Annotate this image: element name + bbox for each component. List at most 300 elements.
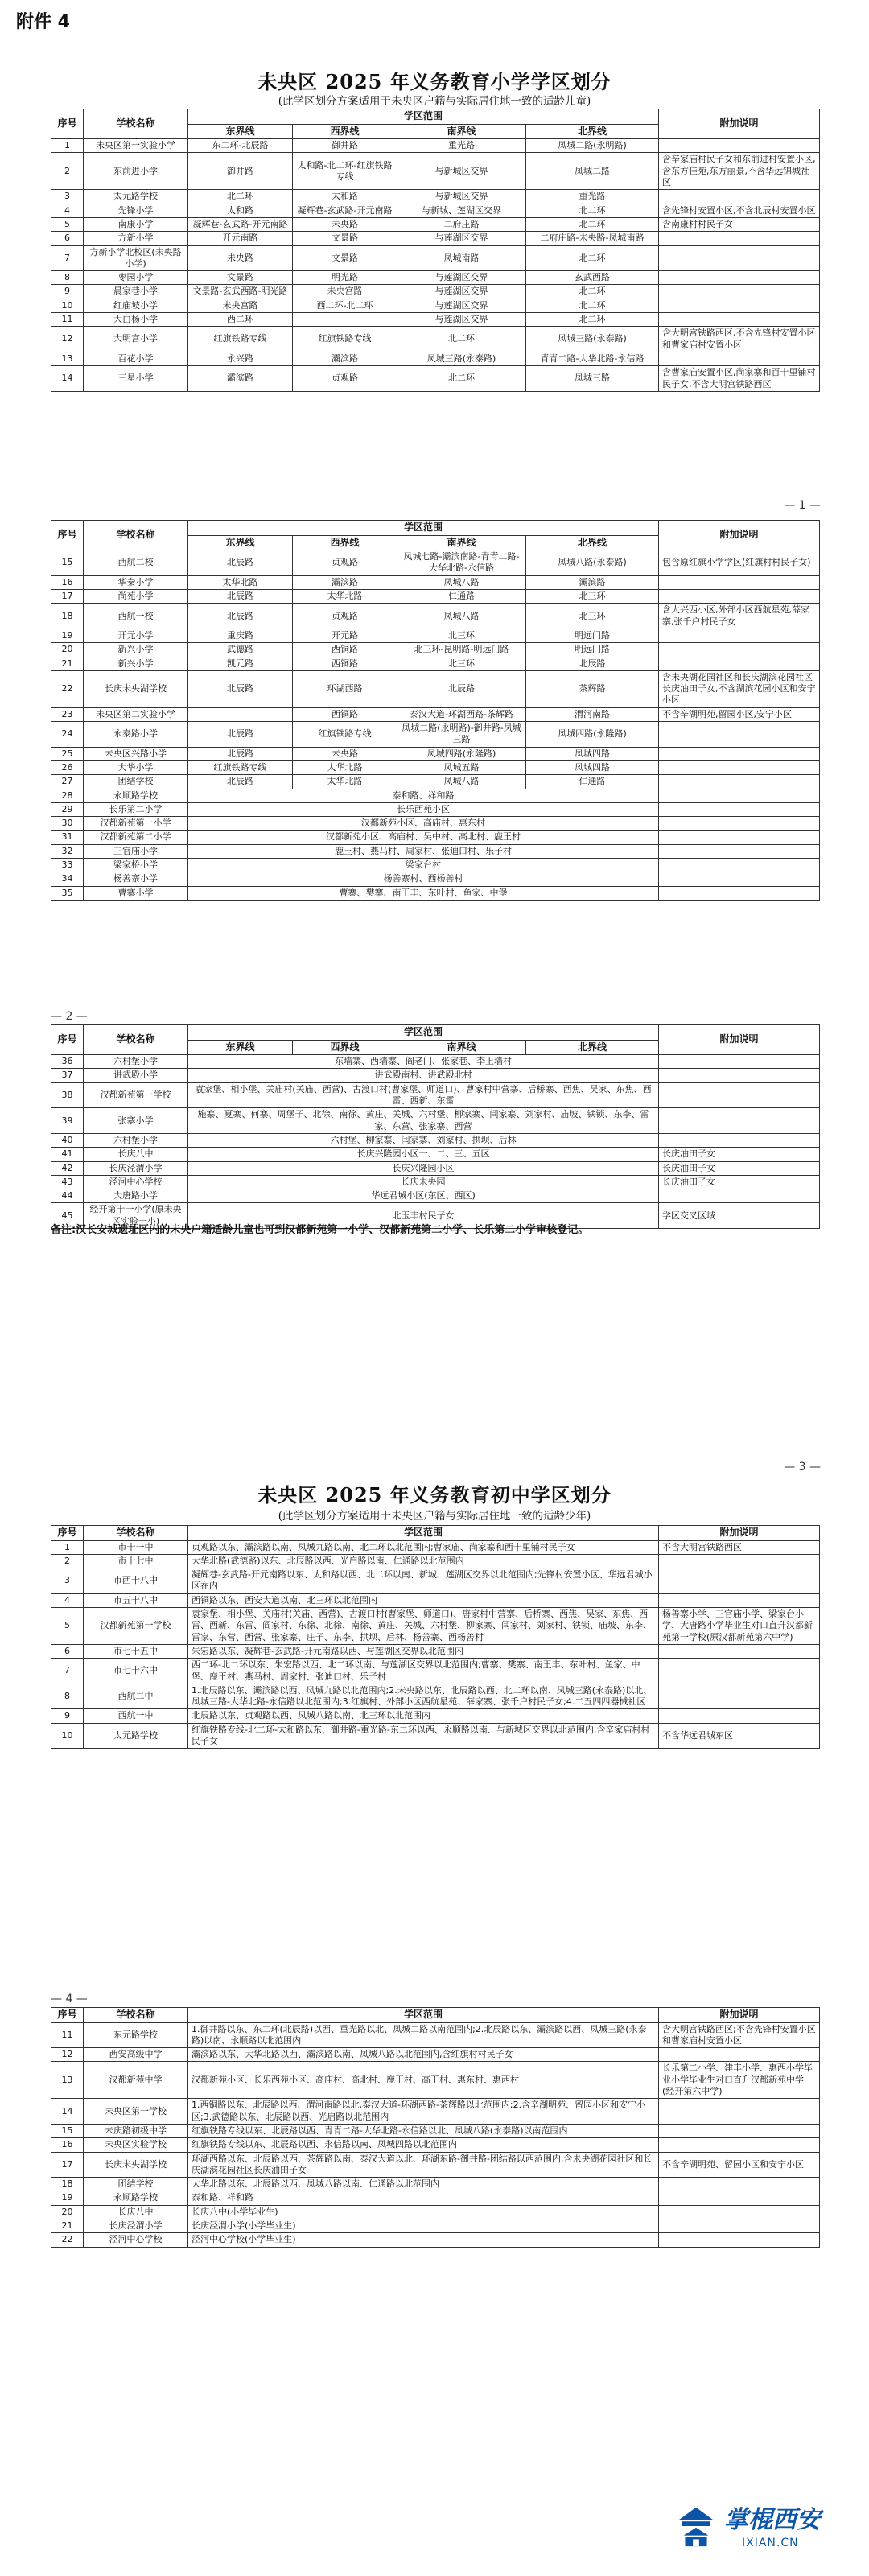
school-name: 市七十五中 [84,1644,188,1658]
additional-note [659,2178,820,2191]
east-boundary: 重庆路 [188,629,293,642]
additional-note [659,760,820,774]
table-row [51,789,820,802]
school-name: 长庆泾渭小学 [84,1161,188,1175]
school-name: 张寨小学 [84,1108,188,1134]
table-row [51,1659,820,1684]
north-boundary: 凤城三路(永泰路) [526,327,659,352]
south-boundary: 重光路 [397,139,526,153]
row-number: 10 [51,299,84,312]
header-note: 附加说明 [659,1025,820,1055]
table-row [51,204,820,217]
header-no: 序号 [51,521,84,550]
west-boundary: 御井路 [293,139,397,153]
zone-range: 曹寨、樊寨、南王丰、东叶村、鱼家、中堡 [188,886,659,900]
south-boundary: 与莲湖区交界 [397,271,526,285]
south-boundary: 与莲湖区交界 [397,232,526,245]
additional-note [659,802,820,816]
row-number: 16 [51,575,84,589]
table-row [51,670,820,707]
east-boundary: 文景路-玄武西路-明光路 [188,285,293,299]
row-number: 21 [51,657,84,670]
school-name: 六村堡小学 [84,1133,188,1147]
school-name: 曹寨小学 [84,886,188,900]
west-boundary: 贞观路 [293,366,397,392]
header-school: 学校名称 [84,109,188,139]
school-name: 西航二校 [84,550,188,576]
table-row [51,2191,820,2205]
header-range: 学区范围 [188,1025,659,1041]
school-name: 太元路学校 [84,1723,188,1749]
row-number: 16 [51,2138,84,2152]
school-name: 长庆八中 [84,1148,188,1161]
row-number: 38 [51,1082,84,1108]
additional-note [659,775,820,789]
row-number: 13 [51,2062,84,2099]
school-name: 方新小学 [84,232,188,245]
table-row [51,575,820,589]
south-boundary: 北辰路 [397,670,526,707]
zone-range: 泰和路、祥和路 [188,2191,659,2205]
table-row [51,643,820,657]
additional-note [659,352,820,365]
school-name: 大华小学 [84,760,188,774]
row-number: 19 [51,2191,84,2205]
south-boundary: 北三环 [397,629,526,642]
header-school: 学校名称 [84,1025,188,1055]
west-boundary: 太华北路 [293,590,397,604]
additional-note [659,859,820,872]
row-number: 4 [51,204,84,217]
zone-range: 朱宏路以东、凝辉巷-玄武路-开元南路以西、与莲湖区交界以北范围内 [188,1644,659,1658]
school-name: 三星小学 [84,366,188,392]
north-boundary: 北二环 [526,204,659,217]
school-name: 市十一中 [84,1540,188,1554]
school-name: 未央区兴路小学 [84,747,188,760]
north-boundary: 凤城二路(永明路) [526,139,659,153]
row-number: 26 [51,760,84,774]
school-name: 三官庙小学 [84,844,188,858]
table-row [51,629,820,642]
watermark-logo [673,2496,858,2559]
table-row [51,844,820,858]
table-row [51,2124,820,2137]
north-boundary: 玄武西路 [526,271,659,285]
zone-range: 长庆泾渭小学(小学毕业生) [188,2219,659,2233]
additional-note: 长庆油田子女 [659,1175,820,1189]
zone-range: 北玉丰村民子女 [188,1203,659,1229]
table-row [51,2062,820,2099]
table-row [51,872,820,886]
row-number: 14 [51,2099,84,2125]
row-number: 8 [51,1684,84,1709]
north-boundary: 北辰路 [526,657,659,670]
north-boundary: 北三环 [526,590,659,604]
table-row [51,886,820,900]
school-name: 红庙坡小学 [84,299,188,312]
additional-note [659,245,820,271]
additional-note [659,831,820,844]
north-boundary: 北二环 [526,245,659,271]
school-name: 讲武殿小学 [84,1069,188,1082]
additional-note: 含曹家庙安置小区,尚家寨和百十里铺村民子女,不含大明宫铁路西区 [659,366,820,392]
table-row [51,2219,820,2233]
header-note: 附加说明 [659,109,820,139]
north-boundary: 北二环 [526,285,659,299]
table-row [51,2048,820,2062]
row-number: 9 [51,285,84,299]
row-number: 18 [51,604,84,629]
additional-note [659,1684,820,1709]
additional-note [659,886,820,900]
school-name: 团结学校 [84,775,188,789]
row-number: 33 [51,859,84,872]
additional-note [659,1189,820,1203]
school-name: 百花小学 [84,352,188,365]
west-boundary: 明光路 [293,271,397,285]
additional-note [659,643,820,657]
zone-range: 红旗铁路专线以东、北辰路以西、永信路以南、凤城四路以北范围内 [188,2138,659,2152]
row-number: 10 [51,1723,84,1749]
additional-note [659,2219,820,2233]
row-number: 8 [51,271,84,285]
zone-range: 长庆兴隆园小区一、二、三、五区 [188,1148,659,1161]
school-name: 华秦小学 [84,575,188,589]
row-number: 5 [51,1608,84,1645]
row-number: 20 [51,643,84,657]
south-boundary: 北三环 [397,657,526,670]
additional-note [659,2138,820,2152]
row-number: 13 [51,352,84,365]
table-row [51,366,820,392]
north-boundary: 北二环 [526,299,659,312]
school-name: 西航一校 [84,604,188,629]
school-name: 汉都新苑第一学校 [84,1608,188,1645]
row-number: 17 [51,590,84,604]
row-number: 21 [51,2219,84,2233]
east-boundary: 灞滨路 [188,366,293,392]
table-row [51,1189,820,1203]
south-boundary: 北三环-昆明路-明远门路 [397,643,526,657]
west-boundary: 西铜路 [293,657,397,670]
south-boundary: 仁通路 [397,590,526,604]
zone-range: 凝辉巷-玄武路-开元南路以东、太和路以西、北二环以南、新城、莲湖区交界以北范围内;先锋村安置小区、华远君城小区在内 [188,1568,659,1594]
table-row [51,1554,820,1568]
school-name: 市西十八中 [84,1568,188,1594]
header-note: 附加说明 [659,2008,820,2023]
school-name: 开元小学 [84,629,188,642]
table-row [51,2099,820,2125]
additional-note [659,657,820,670]
row-number: 27 [51,775,84,789]
zone-range: 泰和路、祥和路 [188,789,659,802]
table-row [51,760,820,774]
additional-note: 长乐第二小学、建丰小学、惠西小学毕业小学毕业生对口直升汉都新苑中学(经开第六中学) [659,2062,820,2099]
header-north: 北界线 [526,535,659,550]
additional-note: 含南康村村民子女 [659,217,820,231]
additional-note [659,190,820,204]
additional-note: 含大明宫铁路西区,不含先锋村安置小区和曹家庙村安置小区 [659,327,820,352]
table-row [51,859,820,872]
west-boundary: 红旗铁路专线 [293,722,397,748]
east-boundary: 北辰路 [188,590,293,604]
zone-range: 六村堡、柳家寨、闫家寨、刘家村、拱坝、后林 [188,1133,659,1147]
middle-table-page4 [51,2007,820,2248]
additional-note [659,2205,820,2219]
header-no: 序号 [51,2008,84,2023]
header-no: 序号 [51,1025,84,1055]
school-name: 汉都新苑第一小学 [84,817,188,831]
north-boundary: 重光路 [526,190,659,204]
zone-range: 西铜路以东、西安大道以南、北三环以北范围内 [188,1593,659,1607]
west-boundary: 红旗铁路专线 [293,327,397,352]
south-boundary: 凤城三路(永泰路) [397,352,526,365]
table-row [51,1055,820,1069]
school-name: 经开第十一小学(原未央区实验一小) [84,1203,188,1229]
table-row [51,139,820,153]
additional-note [659,139,820,153]
watermark-url: IXIAN.CN [742,2537,799,2549]
additional-note: 含大明宫铁路西区;不含先锋村安置小区和曹家庙村安置小区 [659,2022,820,2048]
north-boundary: 北三环 [526,604,659,629]
header-north: 北界线 [526,124,659,139]
header-east: 东界线 [188,1040,293,1055]
row-number: 15 [51,2124,84,2137]
east-boundary: 开元南路 [188,232,293,245]
west-boundary: 灞滨路 [293,352,397,365]
south-boundary: 凤城二路(永明路)-御井路-凤城三路 [397,722,526,748]
west-boundary: 太华北路 [293,760,397,774]
header-school: 学校名称 [84,2008,188,2023]
row-number: 31 [51,831,84,844]
row-number: 3 [51,190,84,204]
east-boundary: 东二环-北辰路 [188,139,293,153]
east-boundary: 北辰路 [188,550,293,576]
row-number: 6 [51,1644,84,1658]
additional-note [659,817,820,831]
zone-range: 大华北路以东、北辰路以西、凤城八路以南、仁通路以北范围内 [188,2178,659,2191]
table-row [51,831,820,844]
table-row [51,2152,820,2178]
row-number: 24 [51,722,84,748]
zone-range: 汉都新苑小区、高庙村、惠东村 [188,817,659,831]
west-boundary: 环湖西路 [293,670,397,707]
row-number: 5 [51,217,84,231]
table-row [51,327,820,352]
zone-range: 环湖西路以东、北辰路以西、茶辉路以南、泰汉大道以北、环湖东路-御井路-团结路以西范围内,含未央湖花园社区和长庆湖滨花园社区长庆油田子女 [188,2152,659,2178]
additional-note: 不含辛湖明苑、留园小区和安宁小区 [659,2152,820,2178]
school-name: 未央区实验学校 [84,2138,188,2152]
row-number: 14 [51,366,84,392]
additional-note [659,1069,820,1082]
north-boundary: 明远门路 [526,629,659,642]
school-name: 西安高级中学 [84,2048,188,2062]
zone-range: 灞滨路以东、大华北路以西、灞滨路以南、凤城八路以北范围内,含红旗村村民子女 [188,2048,659,2062]
zone-range: 1.西铜路以东、北辰路以西、渭河南路以北,泰汉大道-环湖西路-茶辉路以北范围内;2.含辛湖明苑、留园小区和安宁小区;3.武德路以东、北辰路以西、光启路以北范围内 [188,2099,659,2125]
row-number: 23 [51,707,84,721]
north-boundary: 凤城四路(永隆路) [526,722,659,748]
north-boundary: 渭河南路 [526,707,659,721]
page-number-1: — 1 — [784,499,821,512]
east-boundary: 太华北路 [188,575,293,589]
header-south: 南界线 [397,1040,526,1055]
north-boundary: 二府庄路-未央路-凤城南路 [526,232,659,245]
table-row [51,2205,820,2219]
west-boundary: 未央宫路 [293,285,397,299]
additional-note: 不含大明宫铁路西区 [659,1540,820,1554]
row-number: 29 [51,802,84,816]
header-range: 学区范围 [188,109,659,125]
additional-note: 含大兴西小区,外部小区西航星苑,薛家寨,张千户村民子女 [659,604,820,629]
row-number: 39 [51,1108,84,1134]
school-name: 团结学校 [84,2178,188,2191]
additional-note [659,747,820,760]
table-row [51,313,820,327]
additional-note [659,590,820,604]
table-row [51,190,820,204]
west-boundary: 西二环-北二环 [293,299,397,312]
header-no: 序号 [51,109,84,139]
east-boundary: 北辰路 [188,670,293,707]
additional-note: 不含辛湖明苑,留园小区,安宁小区 [659,707,820,721]
additional-note [659,285,820,299]
school-name: 未央区第一学校 [84,2099,188,2125]
north-boundary: 凤城二路 [526,153,659,190]
table-row [51,657,820,670]
school-name: 永顺路学校 [84,2191,188,2205]
school-name: 长庆八中 [84,2205,188,2219]
zone-range: 长乐西苑小区 [188,802,659,816]
zone-range: 红旗铁路专线以东、北辰路以西、青青二路-大华北路-永信路以北、凤城八路(永泰路)以南范围内 [188,2124,659,2137]
row-number: 11 [51,313,84,327]
primary-table-page3 [51,1024,820,1229]
east-boundary: 文景路 [188,271,293,285]
west-boundary: 西铜路 [293,643,397,657]
east-boundary: 红旗铁路专线 [188,327,293,352]
south-boundary: 凤城南路 [397,245,526,271]
watermark-brand: 掌棍西安 [724,2506,821,2534]
zone-range: 华远君城小区(东区、西区) [188,1189,659,1203]
west-boundary: 贞观路 [293,604,397,629]
additional-note [659,1659,820,1684]
row-number: 22 [51,2233,84,2247]
additional-note [659,1082,820,1108]
school-name: 新兴小学 [84,643,188,657]
header-south: 南界线 [397,535,526,550]
school-name: 晨家巷小学 [84,285,188,299]
header-west: 西界线 [293,1040,397,1055]
west-boundary: 凝辉巷-玄武路-开元南路 [293,204,397,217]
zone-range: 西二环-北二环以东、朱宏路以西、北二环以南、与莲湖区交界以北范围内;曹寨、樊寨、南王丰、东叶村、鱼家、中堡、鹿王村、燕马村、周家村、张迪口村、乐子村 [188,1659,659,1684]
additional-note: 学区交叉区域 [659,1203,820,1229]
school-name: 西航二中 [84,1684,188,1709]
row-number: 20 [51,2205,84,2219]
row-number: 11 [51,2022,84,2048]
school-name: 梁家桥小学 [84,859,188,872]
table-row [51,707,820,721]
additional-note [659,232,820,245]
header-east: 东界线 [188,535,293,550]
school-name: 泾河中心学校 [84,2233,188,2247]
east-boundary: 未央路 [188,245,293,271]
east-boundary: 太和路 [188,204,293,217]
east-boundary: 永兴路 [188,352,293,365]
zone-range: 袁家堡、相小堡、关庙村(关庙、西营)、古渡口村(曹家堡、师道口)、曹家村中营寨、后桥寨、西焦、吴家、东焦、西雷、西新、东雷 [188,1082,659,1108]
middle-title: 未央区 2025 年义务教育初中学区划分 [257,1483,612,1506]
header-north: 北界线 [526,1040,659,1055]
header-school: 学校名称 [84,521,188,550]
zone-range: 袁家堡、相小堡、关庙村(关庙、西营)、古渡口村(曹家堡、师道口)、唐家村中营寨、后桥寨、西焦、吴家、东焦、西雷、西新、东雷、阎家村、东徐、北徐、南徐、黄庄、关城、六村堡、柳家寨、闫家村、刘家村、铁锁、庙坡、东李、雷家、东营、西营、张家寨、庄子、东李、拱坝、后林、杨善寨、西杨善村 [188,1608,659,1645]
zone-range: 红旗铁路专线-北二环-太和路以东、御井路-重光路-东二环以西、永顺路以南、与新城区交界以北范围内,含辛家庙村村民子女 [188,1723,659,1749]
table-row [51,2138,820,2152]
west-boundary: 未央路 [293,747,397,760]
additional-note: 杨善寨小学、三官庙小学、梁家台小学、大唐路小学毕业生对口直升汉都新苑第一学校(原汉都新苑第六中学) [659,1608,820,1645]
table-row [51,2178,820,2191]
row-number: 42 [51,1161,84,1175]
school-name: 市七十六中 [84,1659,188,1684]
table-row [51,1133,820,1147]
east-boundary: 武德路 [188,643,293,657]
south-boundary: 凤城五路 [397,760,526,774]
school-name: 杨善寨小学 [84,872,188,886]
row-number: 7 [51,1659,84,1684]
additional-note [659,2124,820,2137]
school-name: 西航一中 [84,1709,188,1723]
school-name: 六村堡小学 [84,1055,188,1069]
table-row [51,1593,820,1607]
table-row [51,550,820,576]
additional-note [659,2233,820,2247]
additional-note [659,872,820,886]
table-row [51,232,820,245]
table-row [51,817,820,831]
row-number: 12 [51,327,84,352]
south-boundary: 凤城八路 [397,604,526,629]
zone-range: 大华北路(武德路)以东、北辰路以西、光启路以南、仁通路以北范围内 [188,1554,659,1568]
west-boundary: 文景路 [293,245,397,271]
header-no: 序号 [51,1526,84,1541]
table-row [51,245,820,271]
school-name: 尚苑小学 [84,590,188,604]
school-name: 大白杨小学 [84,313,188,327]
table-row [51,1684,820,1709]
east-boundary: 西二环 [188,313,293,327]
south-boundary: 凤城七路-灞滨南路-青青二路-大华北路-永信路 [397,550,526,576]
table-row [51,1568,820,1594]
table-row [51,590,820,604]
east-boundary: 北辰路 [188,747,293,760]
west-boundary: 太华北路 [293,775,397,789]
north-boundary: 灞滨路 [526,575,659,589]
header-school: 学校名称 [84,1526,188,1541]
west-boundary: 文景路 [293,232,397,245]
header-note: 附加说明 [659,1526,820,1541]
table-row [51,1644,820,1658]
additional-note: 含未央湖花园社区和长庆湖滨花园社区长庆油田子女,不含湖滨花园小区和安宁小区 [659,670,820,707]
north-boundary: 北二环 [526,313,659,327]
zone-range: 汉都新苑小区、长乐西苑小区、高庙村、高北村、鹿王村、高王村、惠东村、惠西村 [188,2062,659,2099]
primary-table-page2 [51,520,820,901]
zone-range: 长庆八中(小学毕业生) [188,2205,659,2219]
zone-range: 汉都新苑小区、高庙村、吴中村、高北村、鹿王村 [188,831,659,844]
south-boundary: 北二环 [397,327,526,352]
south-boundary: 与新城区交界 [397,153,526,190]
row-number: 35 [51,886,84,900]
primary-footnote: 备注:汉长安城遗址区内的未央户籍适龄儿童也可到汉都新苑第一小学、汉都新苑第二小学、长乐第二小学审核登记。 [51,1224,589,1236]
school-name: 未央区第一实验小学 [84,139,188,153]
middle-subtitle: (此学区划分方案适用于未央区户籍与实际居住地一致的适龄少年) [278,1510,591,1523]
school-name: 未庆路初级中学 [84,2124,188,2137]
